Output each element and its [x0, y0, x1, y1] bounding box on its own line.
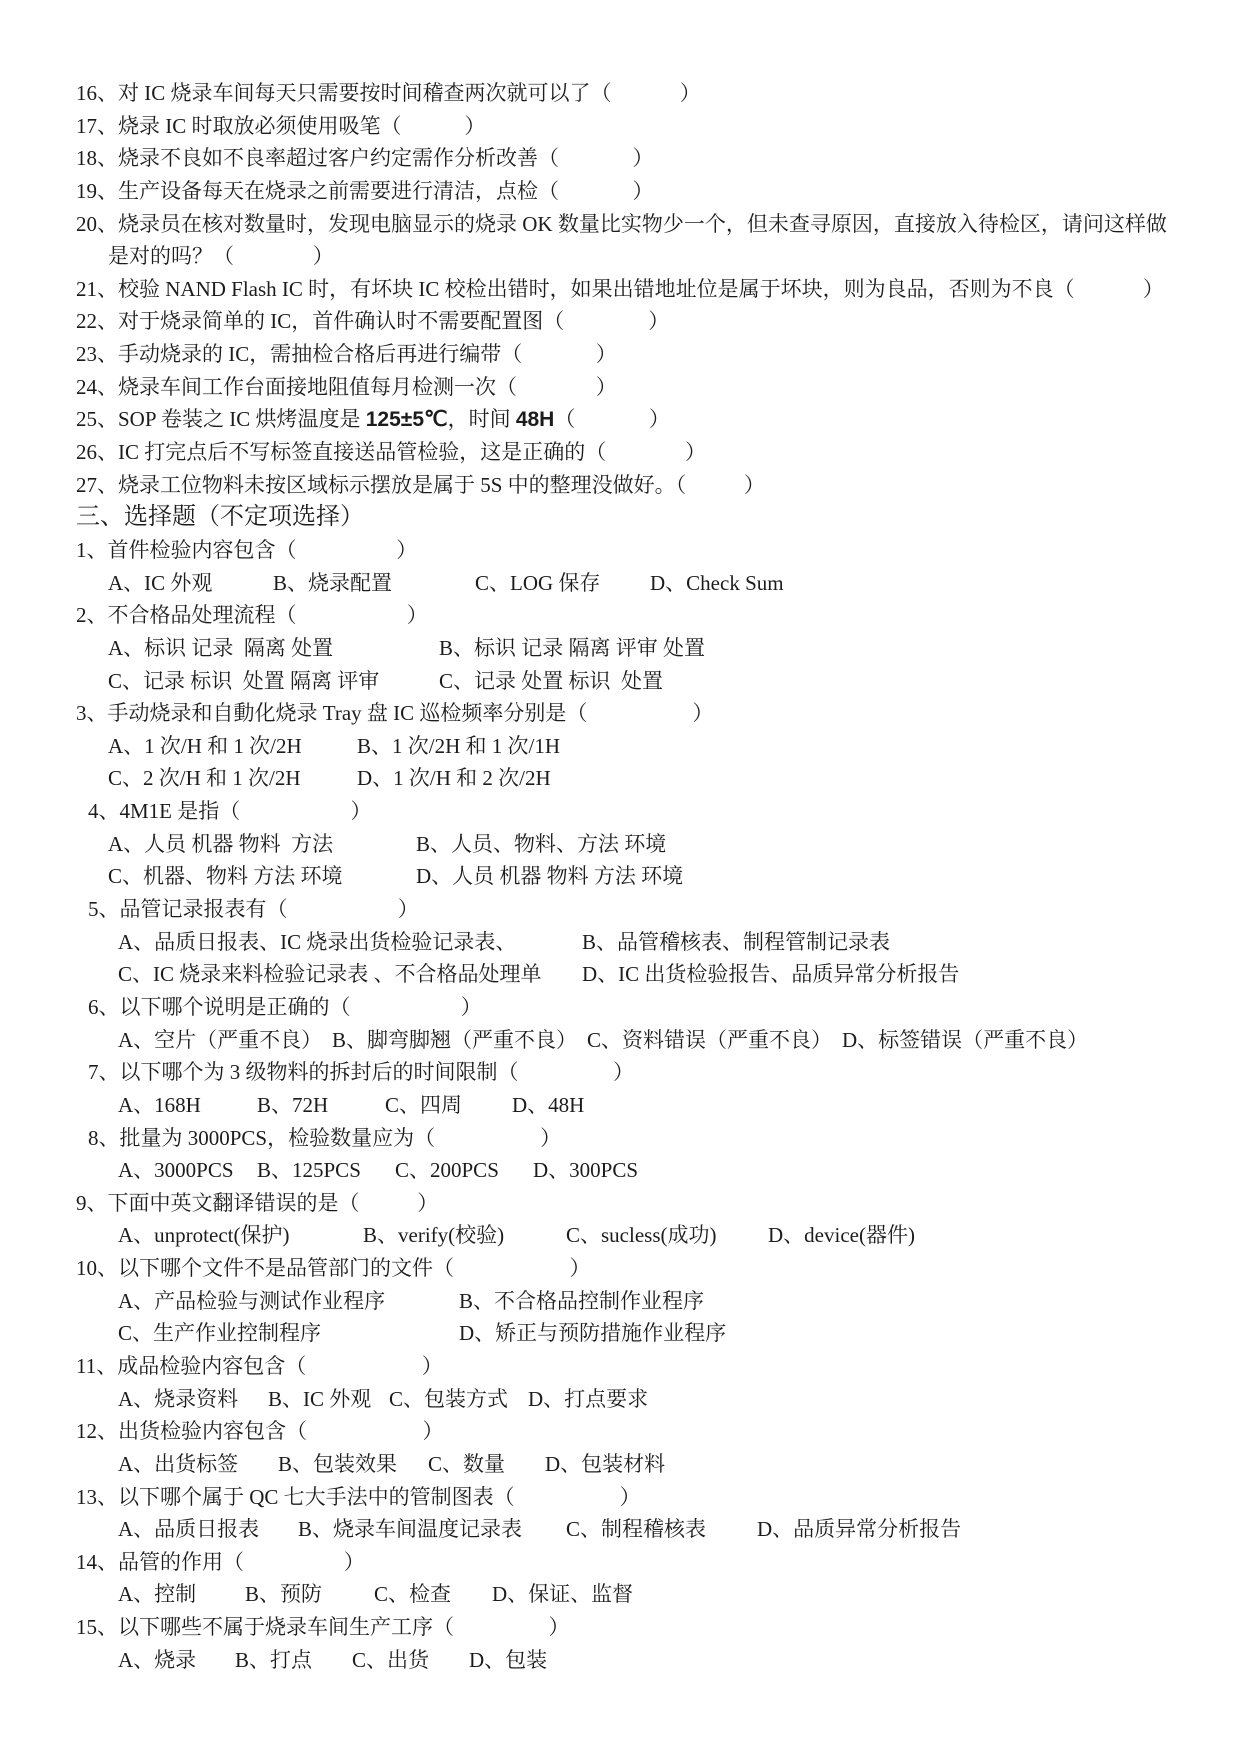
option-d: D、包装 — [469, 1647, 548, 1672]
choice-question-10 — [0, 1252, 1241, 1285]
question-stem: 3、手动烧录和自動化烧录 Tray 盘 IC 巡检频率分别是（ ） — [76, 701, 714, 726]
choice-question-8 — [0, 1122, 1241, 1155]
choice-question-7 — [0, 1056, 1241, 1089]
option-a: A、烧录资料 — [118, 1386, 239, 1411]
options-row — [0, 1285, 1241, 1318]
options-row — [0, 1513, 1241, 1546]
choice-question-11 — [0, 1350, 1241, 1383]
option-a: A、1 次/H 和 1 次/2H — [108, 733, 302, 758]
options-row — [0, 665, 1241, 698]
choice-question-3 — [0, 697, 1241, 730]
option-b: B、IC 外观 — [268, 1386, 372, 1411]
option-c: C、检查 — [374, 1582, 452, 1607]
option-d: D、人员 机器 物料 方法 环境 — [416, 864, 684, 889]
option-a: A、标识 记录 隔离 处置 — [108, 635, 334, 660]
section-heading — [0, 501, 1241, 534]
option-b: B、预防 — [245, 1582, 323, 1607]
option-d: D、device(器件) — [768, 1223, 915, 1248]
option-a: A、人员 机器 物料 方法 — [108, 831, 334, 856]
question-text: 20、烧录员在核对数量时，发现电脑显示的烧录 OK 数量比实物少一个，但未查寻原因，直接放入待检区，请问这样做 — [76, 211, 1167, 236]
choice-question-4 — [0, 795, 1241, 828]
option-c-second: C、记录 处置 标识 处置 — [439, 668, 664, 693]
option-b: B、标识 记录 隔离 评审 处置 — [439, 635, 706, 660]
options-row — [0, 1578, 1241, 1611]
option-a: A、出货标签 — [118, 1451, 239, 1476]
question-text: 27、烧录工位物料未按区域标示摆放是属于 5S 中的整理没做好。（ ） — [76, 472, 765, 497]
option-b: B、72H — [257, 1092, 329, 1117]
option-d: D、品质异常分析报告 — [757, 1517, 962, 1542]
option-a: A、烧录 — [118, 1647, 197, 1672]
tf-question-19 — [0, 175, 1241, 208]
option-c: C、2 次/H 和 1 次/2H — [108, 766, 301, 791]
option-c: C、机器、物料 方法 环境 — [108, 864, 343, 889]
option-b: B、烧录车间温度记录表 — [298, 1517, 523, 1542]
option-a: A、IC 外观 — [108, 570, 213, 595]
question-stem: 10、以下哪个文件不是品管部门的文件（ ） — [76, 1256, 591, 1281]
option-c: C、LOG 保存 — [475, 570, 601, 595]
options-row — [0, 567, 1241, 600]
question-text: 24、烧录车间工作台面接地阻值每月检测一次（ ） — [76, 374, 617, 399]
exam-page — [0, 77, 1241, 1676]
option-c: C、生产作业控制程序 — [118, 1321, 322, 1346]
option-c: C、数量 — [428, 1451, 506, 1476]
question-text — [76, 403, 670, 437]
choice-question-6 — [0, 991, 1241, 1024]
options-row — [0, 926, 1241, 959]
choice-question-5 — [0, 893, 1241, 926]
question-text: 是对的吗？（ ） — [108, 244, 334, 269]
option-c: C、记录 标识 处置 隔离 评审 — [108, 668, 380, 693]
options-row — [0, 632, 1241, 665]
question-stem: 2、不合格品处理流程（ ） — [76, 603, 428, 628]
temperature-value: 125±5℃ — [365, 408, 448, 432]
option-d: D、300PCS — [533, 1158, 639, 1183]
question-text: 22、对于烧录简单的 IC，首件确认时不需要配置图（ ） — [76, 309, 670, 334]
options-row — [0, 1317, 1241, 1350]
choice-question-9 — [0, 1187, 1241, 1220]
tf-question-23 — [0, 338, 1241, 371]
question-text: 16、对 IC 烧录车间每天只需要按时间稽查两次就可以了（ ） — [76, 81, 701, 105]
option-c: C、200PCS — [395, 1158, 499, 1183]
choice-question-1 — [0, 534, 1241, 567]
option-d: D、48H — [512, 1092, 585, 1117]
choice-question-15 — [0, 1611, 1241, 1644]
options-row — [0, 828, 1241, 861]
option-d: D、包装材料 — [545, 1451, 666, 1476]
tf-question-25 — [0, 403, 1241, 436]
choice-question-14 — [0, 1546, 1241, 1579]
question-stem: 11、成品检验内容包含（ ） — [76, 1353, 443, 1378]
question-text: 19、生产设备每天在烧录之前需要进行清洁，点检（ ） — [76, 178, 654, 203]
option-b: B、打点 — [235, 1647, 313, 1672]
question-stem: 6、以下哪个说明是正确的（ ） — [88, 994, 482, 1019]
tf-question-17 — [0, 110, 1241, 143]
tf-question-20-continued — [0, 240, 1241, 273]
question-stem: 7、以下哪个为 3 级物料的拆封后的时间限制（ ） — [88, 1060, 634, 1085]
option-b: B、包装效果 — [278, 1451, 398, 1476]
options-row — [0, 1383, 1241, 1416]
option-a: A、控制 — [118, 1582, 197, 1607]
option-d: D、矫正与预防措施作业程序 — [459, 1321, 727, 1346]
option-b: B、人员、物料、方法 环境 — [416, 831, 667, 856]
option-d: D、1 次/H 和 2 次/2H — [357, 766, 551, 791]
option-d: D、保证、监督 — [492, 1582, 634, 1607]
tf-question-24 — [0, 371, 1241, 404]
option-b: B、1 次/2H 和 1 次/1H — [357, 733, 561, 758]
option-a: A、品质日报表 — [118, 1517, 260, 1542]
options-row — [0, 958, 1241, 991]
option-d: D、标签错误（严重不良） — [842, 1027, 1089, 1052]
question-stem: 15、以下哪些不属于烧录车间生产工序（ ） — [76, 1615, 570, 1640]
option-c: C、IC 烧录来料检验记录表 、不合格品处理单 — [118, 962, 542, 987]
question-stem: 13、以下哪个属于 QC 七大手法中的管制图表（ ） — [76, 1484, 641, 1509]
question-text: 23、手动烧录的 IC，需抽检合格后再进行编带（ ） — [76, 342, 617, 367]
options-row — [0, 1448, 1241, 1481]
tf-question-22 — [0, 305, 1241, 338]
option-a: A、品质日报表、IC 烧录出货检验记录表、 — [118, 929, 517, 954]
option-c: C、sucless(成功) — [566, 1223, 717, 1248]
option-c: C、出货 — [352, 1647, 430, 1672]
options-row — [0, 1154, 1241, 1187]
question-text: 21、校验 NAND Flash IC 时，有坏块 IC 校检出错时，如果出错地址位是属于坏块，则为良品，否则为不良（ ） — [76, 276, 1164, 301]
question-stem: 5、品管记录报表有（ ） — [88, 897, 419, 922]
tf-question-27 — [0, 469, 1241, 502]
answer-blank: （ ） — [554, 407, 670, 432]
tf-question-18 — [0, 142, 1241, 175]
option-c: C、制程稽核表 — [566, 1517, 707, 1542]
options-row — [0, 1024, 1241, 1057]
option-c: C、包装方式 — [389, 1386, 509, 1411]
option-b: B、不合格品控制作业程序 — [459, 1288, 705, 1313]
option-a: A、168H — [118, 1092, 201, 1117]
tf-question-26 — [0, 436, 1241, 469]
options-row — [0, 1644, 1241, 1677]
choice-question-13 — [0, 1481, 1241, 1514]
question-text: 17、烧录 IC 时取放必须使用吸笔（ ） — [76, 113, 486, 138]
question-stem: 14、品管的作用（ ） — [76, 1549, 365, 1574]
options-row — [0, 1219, 1241, 1252]
option-b: B、品管稽核表、制程管制记录表 — [582, 929, 891, 954]
option-d: D、Check Sum — [650, 570, 784, 595]
tf-question-16 — [0, 77, 1241, 110]
options-row — [0, 730, 1241, 763]
option-c: C、资料错误（严重不良） — [587, 1027, 833, 1052]
question-text-part: ，时间 — [447, 407, 516, 432]
option-a: A、产品检验与测试作业程序 — [118, 1288, 386, 1313]
option-b: B、脚弯脚翘（严重不良） — [332, 1027, 578, 1052]
question-stem: 9、下面中英文翻译错误的是（ ） — [76, 1190, 439, 1215]
option-b: B、verify(校验) — [363, 1223, 505, 1248]
options-row — [0, 1089, 1241, 1122]
question-stem: 8、批量为 3000PCS，检验数量应为（ ） — [88, 1125, 562, 1150]
time-value: 48H — [515, 408, 555, 432]
options-row — [0, 860, 1241, 893]
question-stem: 1、首件检验内容包含（ ） — [76, 537, 418, 562]
option-c: C、四周 — [385, 1092, 463, 1117]
option-d: D、IC 出货检验报告、品质异常分析报告 — [582, 962, 960, 987]
option-b: B、125PCS — [257, 1158, 361, 1183]
choice-question-12 — [0, 1415, 1241, 1448]
question-text: 18、烧录不良如不良率超过客户约定需作分析改善（ ） — [76, 146, 654, 171]
option-a: A、unprotect(保护) — [118, 1223, 290, 1248]
section-title: 三、选择题（不定项选择） — [76, 504, 364, 531]
option-a: A、空片（严重不良） — [118, 1027, 323, 1052]
option-a: A、3000PCS — [118, 1158, 234, 1183]
option-b: B、烧录配置 — [273, 570, 393, 595]
choice-question-2 — [0, 599, 1241, 632]
tf-question-20 — [0, 208, 1241, 241]
question-stem: 4、4M1E 是指（ ） — [88, 799, 372, 824]
tf-question-21 — [0, 273, 1241, 306]
option-d: D、打点要求 — [528, 1386, 649, 1411]
question-text-part: 25、SOP 卷装之 IC 烘烤温度是 — [76, 407, 366, 432]
question-stem: 12、出货检验内容包含（ ） — [76, 1419, 444, 1444]
question-text: 26、IC 打完点后不写标签直接送品管检验，这是正确的（ ） — [76, 440, 706, 465]
options-row — [0, 762, 1241, 795]
